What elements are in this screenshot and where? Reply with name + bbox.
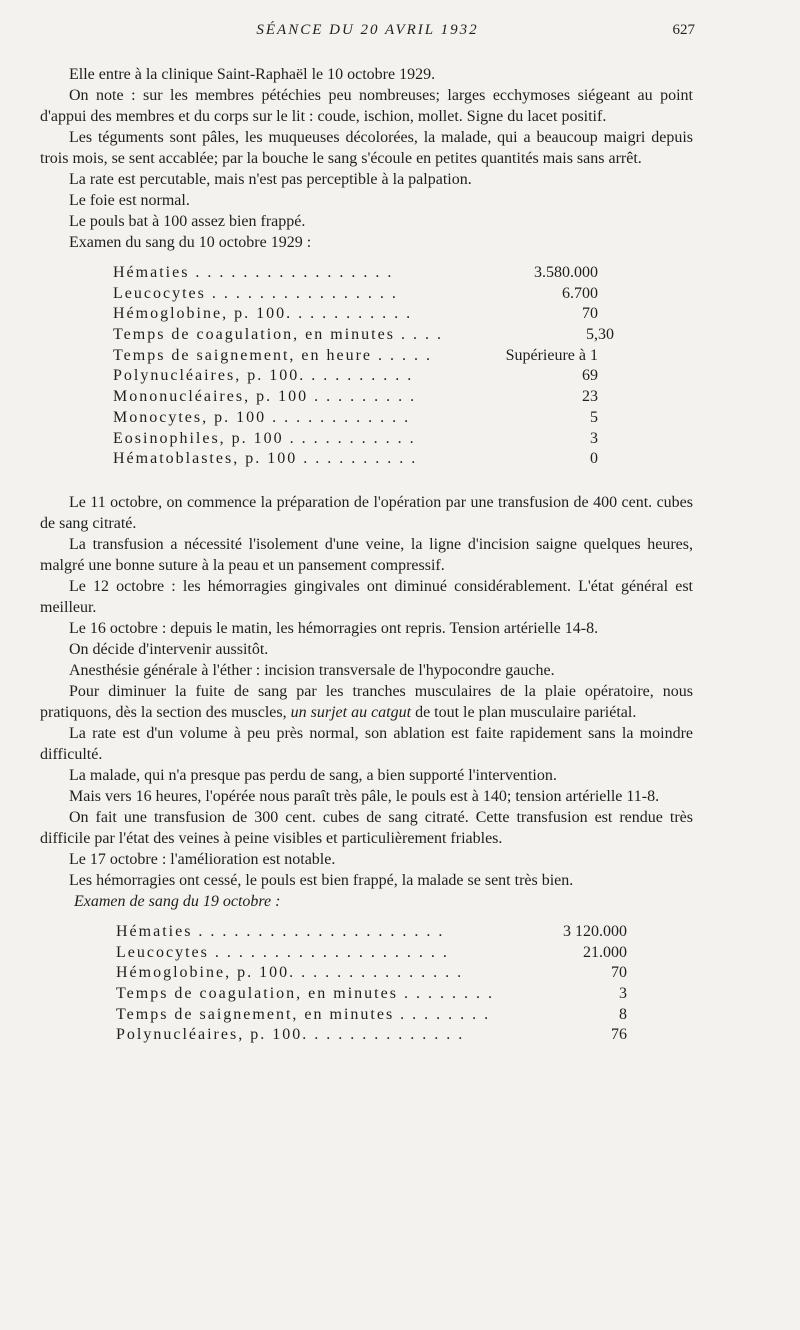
row-value: 5,30: [586, 326, 614, 344]
paragraph: Le 17 octobre : l'amélioration est notable.: [69, 850, 336, 868]
table-row: [40, 263, 693, 284]
text-segment: Pour diminuer la fuite de sang par les tranches musculaires de la plaie opératoire, nous pratiquons, dès la section des muscles,: [40, 682, 693, 721]
blood-exam-table-2: [40, 922, 693, 1046]
row-label: Monocytes, p. 100 . . . . . . . . . . . .: [113, 408, 411, 426]
row-label: Hématoblastes, p. 100 . . . . . . . . . .: [113, 450, 418, 468]
table-row: [40, 984, 693, 1005]
row-value: 70: [611, 964, 627, 982]
row-value: 76: [611, 1026, 627, 1044]
table-row: [40, 304, 693, 325]
table-row: [40, 922, 693, 943]
row-value: 8: [619, 1005, 627, 1023]
paragraph: On fait une transfusion de 300 cent. cubes de sang citraté. Cette transfusion est rendue très difficile par l'état des veines à peine visibles et particulièrement friables.: [40, 808, 693, 847]
row-label: Temps de saignement, en heure . . . . .: [113, 346, 433, 364]
row-label: Eosinophiles, p. 100 . . . . . . . . . . .: [113, 429, 416, 447]
row-value: 3: [590, 429, 598, 447]
paragraph: Le foie est normal.: [69, 192, 190, 209]
header-title: SÉANCE DU 20 AVRIL 1932: [256, 22, 479, 38]
paragraph: Examen du sang du 10 octobre 1929 :: [69, 234, 312, 251]
row-value: 21.000: [583, 943, 627, 961]
table-row: [40, 387, 693, 408]
table-row: [40, 943, 693, 964]
paragraph: Mais vers 16 heures, l'opérée nous paraît très pâle, le pouls est à 140; tension artérielle 11-8.: [69, 787, 660, 805]
text-segment: de tout le plan musculaire pariétal.: [411, 703, 637, 721]
paragraph: Le 16 octobre : depuis le matin, les hémorragies ont repris. Tension artérielle 14-8.: [69, 619, 599, 637]
row-label: Temps de coagulation, en minutes . . . . . . . .: [116, 984, 494, 1002]
paragraph: La rate est percutable, mais n'est pas perceptible à la palpation.: [69, 171, 472, 188]
paragraph: Le 11 octobre, on commence la préparation de l'opération par une transfusion de 400 cent. cubes de sang citraté.: [40, 493, 693, 532]
row-value: 70: [582, 305, 598, 323]
table-row: [40, 346, 693, 367]
row-value: 6.700: [562, 284, 598, 302]
row-value: 0: [590, 450, 598, 468]
paragraph: Les téguments sont pâles, les muqueuses décolorées, la malade, qui a beaucoup maigri depuis trois mois, se sent accablée; par la bouche le sang s'écoule en petites quantités mais sans arrêt.: [40, 129, 693, 167]
row-value: 23: [582, 388, 598, 406]
page-number: 627: [672, 22, 695, 38]
table-row: [40, 1025, 693, 1046]
table-row: [40, 1005, 693, 1026]
row-label: Temps de coagulation, en minutes . . . .: [113, 326, 443, 344]
row-value: 69: [582, 367, 598, 385]
exam-heading: Examen de sang du 19 octobre :: [74, 892, 281, 910]
table-row: [40, 325, 693, 346]
table-row: [40, 408, 693, 429]
paragraph: La transfusion a nécessité l'isolement d'une veine, la ligne d'incision saigne quelques heures, malgré une bonne suture à la peau et un pansement compressif.: [40, 535, 693, 574]
paragraph: Les hémorragies ont cessé, le pouls est bien frappé, la malade se sent très bien.: [69, 871, 574, 889]
row-label: Polynucléaires, p. 100. . . . . . . . . . . . . .: [116, 1026, 465, 1044]
running-header: [40, 22, 695, 44]
paragraph: On note : sur les membres pétéchies peu nombreuses; larges ecchymoses siégeant au point d'appui des membres et du corps sur le lit : coude, ischion, mollet. Signe du lacet positif.: [40, 87, 693, 125]
row-label: Hématies . . . . . . . . . . . . . . . . . . . . .: [116, 922, 445, 940]
row-label: Hématies . . . . . . . . . . . . . . . . .: [113, 264, 394, 281]
row-label: Temps de saignement, en minutes . . . . . . . .: [116, 1005, 491, 1023]
paragraph: Le pouls bat à 100 assez bien frappé.: [69, 213, 306, 230]
row-label: Polynucléaires, p. 100. . . . . . . . . .: [113, 367, 414, 385]
blood-exam-table-1: [40, 263, 693, 470]
row-value: 3.580.000: [534, 264, 598, 281]
paragraph: Anesthésie générale à l'éther : incision transversale de l'hypocondre gauche.: [69, 661, 555, 679]
italic-segment: un surjet au catgut: [290, 703, 412, 721]
body-text: [40, 64, 693, 1046]
table-row: [40, 366, 693, 387]
table-row: [40, 963, 693, 984]
table-row: [40, 449, 693, 470]
row-value: 3: [619, 984, 627, 1002]
row-label: Hémoglobine, p. 100. . . . . . . . . . . . . . .: [116, 964, 464, 982]
paragraph: La rate est d'un volume à peu près normal, son ablation est faite rapidement sans la moindre difficulté.: [40, 724, 693, 763]
paragraph-suture: [40, 681, 693, 723]
row-label: Leucocytes . . . . . . . . . . . . . . . . . . . .: [116, 943, 449, 961]
paragraph: Le 12 octobre : les hémorragies gingivales ont diminué considérablement. L'état général est meilleur.: [40, 577, 693, 616]
row-label: Leucocytes . . . . . . . . . . . . . . . .: [113, 284, 398, 302]
row-value: 5: [590, 408, 598, 426]
table-row: [40, 284, 693, 305]
row-value: 3 120.000: [563, 922, 627, 940]
row-value: Supérieure à 1: [505, 346, 598, 364]
paragraph: Elle entre à la clinique Saint-Raphaël le 10 octobre 1929.: [69, 66, 436, 83]
paragraph: La malade, qui n'a presque pas perdu de sang, a bien supporté l'intervention.: [69, 766, 557, 784]
paragraph: On décide d'intervenir aussitôt.: [69, 640, 269, 658]
row-label: Hémoglobine, p. 100. . . . . . . . . . .: [113, 305, 413, 323]
table-row: [40, 429, 693, 450]
row-label: Mononucléaires, p. 100 . . . . . . . . .: [113, 388, 417, 406]
